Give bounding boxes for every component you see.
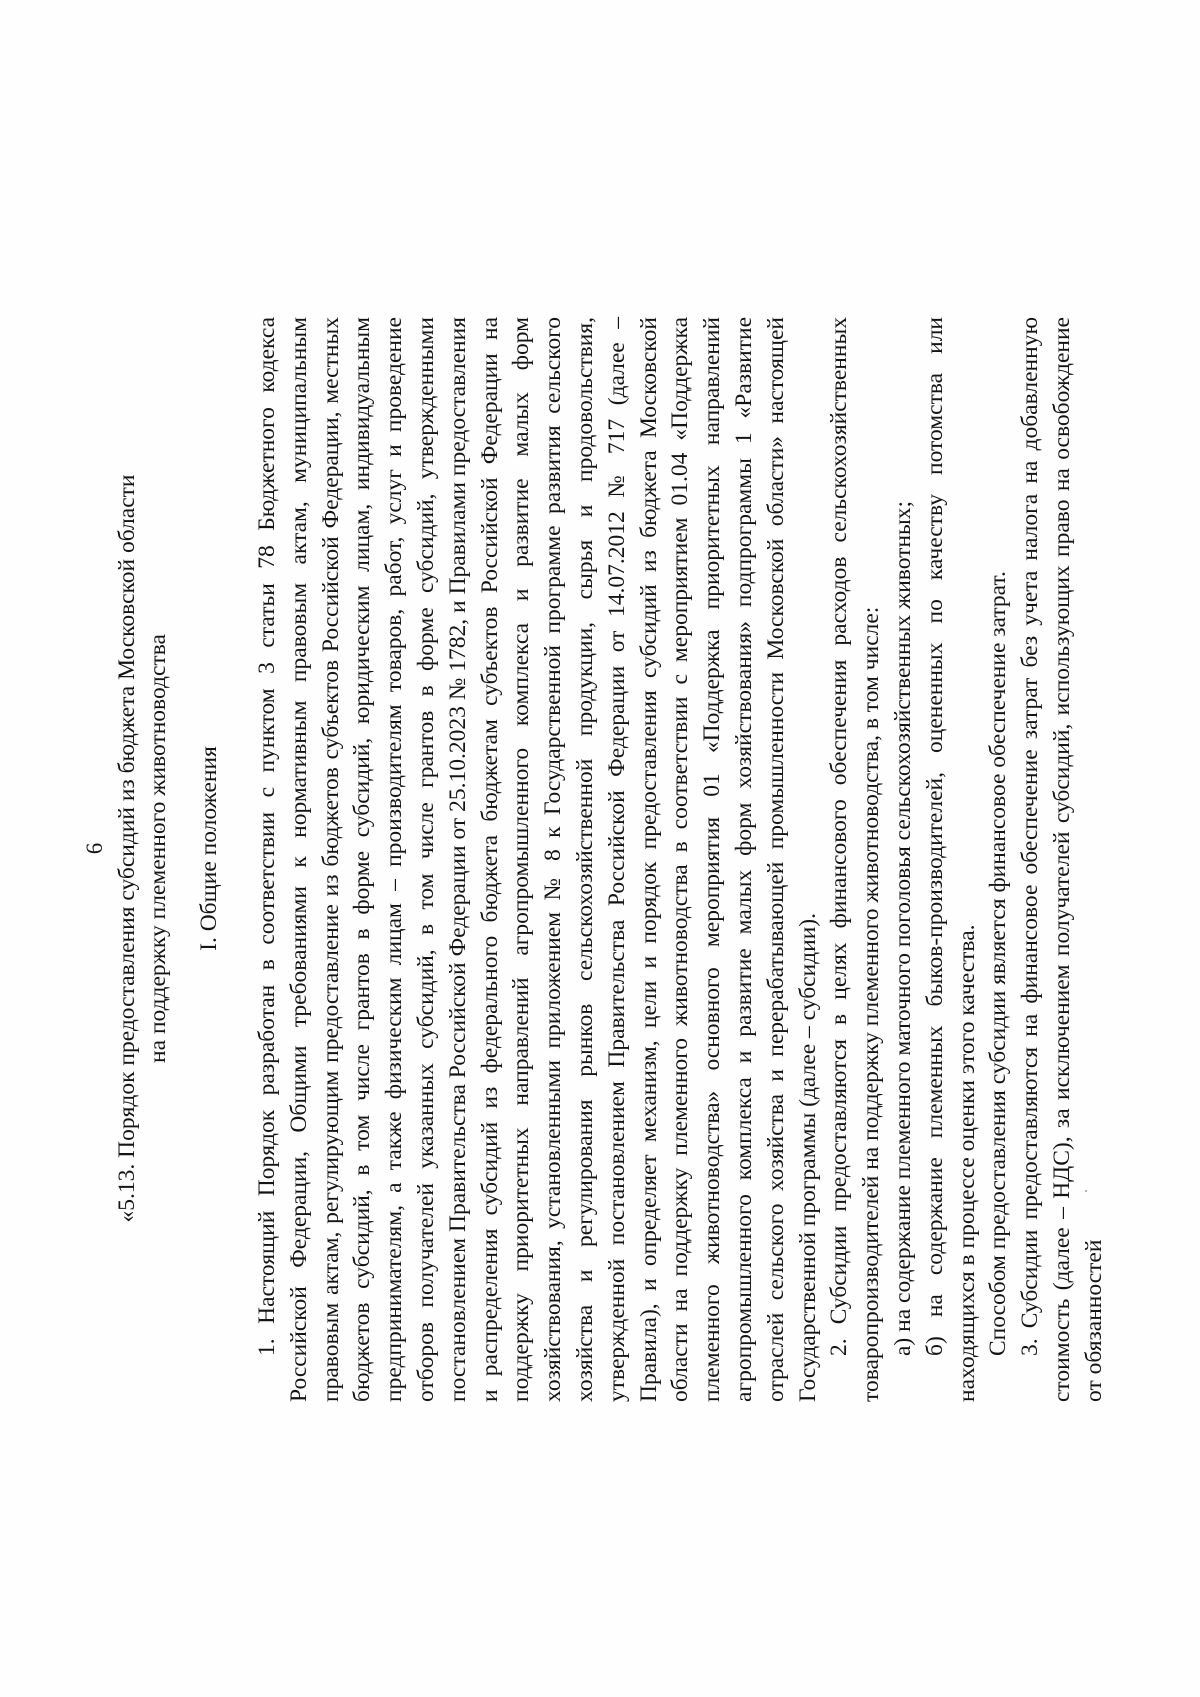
title-line-1: «5.13. Порядок предоставления субсидий из бюджета Московской области — [114, 474, 140, 1223]
paragraph-method: Способом предоставления субсидии является финансовое обеспечение затрат. — [985, 571, 1012, 1356]
title-line-2: на поддержку племенного животноводства — [145, 634, 171, 1063]
document-body — [252, 317, 1111, 1402]
document-title — [112, 0, 174, 1697]
paragraph-1: 1. Настоящий Порядок разработан в соответствии с пунктом 3 статьи 78 Бюджетного кодекса Российской Федерации, Общими требованиями к нормативным правовым актам, муниципальным правовым актам, регулирующим предоставление из бюджетов субъектов Российской Федерации, местных бюджетов субсидий, в том числе грантов в форме субсидий, юридическим лицам, индивидуальным предпринимателям, а также физическим лицам – производителям товаров, работ, услуг и проведение отборов получателей указанных субсидий, в том числе грантов в форме субсидий, утвержденными постановлением Правительства Российской Федерации от 25.10.2023 № 1782, и Правилами предоставления и распределения субсидий из федерального бюджета бюджетам субъектов Российской Федерации на поддержку приоритетных направлений агропромышленного комплекса и развитие малых форм хозяйствования, установленными приложением № 8 к Государственной программе развития сельского хозяйства и регулирования рынков сельскохозяйственной продукции, сырья и продовольствия, утвержденной постановлением Правительства Российской Федерации от 14.07.2012 № 717 (далее – Правила), и определяет механизм, цели и порядок предоставления субсидий из бюджета Московской области на поддержку племенного животноводства в соответствии с мероприятием 01.04 «Поддержка племенного животноводства» основного мероприятия 01 «Поддержка приоритетных направлений агропромышленного комплекса и развитие малых форм хозяйствования» подпрограммы 1 «Развитие отраслей сельского хозяйства и перерабатывающей промышленности Московской области» настоящей Государственной программы (далее – субсидии). — [254, 317, 821, 1402]
paragraph-2: 2. Субсидии предоставляются в целях финансового обеспечения расходов сельскохозяйственных товаропроизводителей на поддержку племенного животноводства, в том числе: — [826, 317, 885, 1402]
paragraph-2a: а) на содержание племенного маточного поголовья сельскохозяйственных животных; — [889, 500, 916, 1356]
section-heading: I. Общие положения — [196, 746, 222, 951]
paragraph-2b: б) на содержание племенных быков-производителей, оцененных по качеству потомства или находящихся в процессе оценки этого качества. — [921, 317, 980, 1402]
paragraph-3: 3. Субсидии предоставляются на финансовое обеспечение затрат без учета налога на добавленную стоимость (далее – НДС), за исключением получателей субсидий, использующих право на освобождение от обязанностей — [1017, 317, 1107, 1402]
page-number: 6 — [82, 842, 107, 855]
